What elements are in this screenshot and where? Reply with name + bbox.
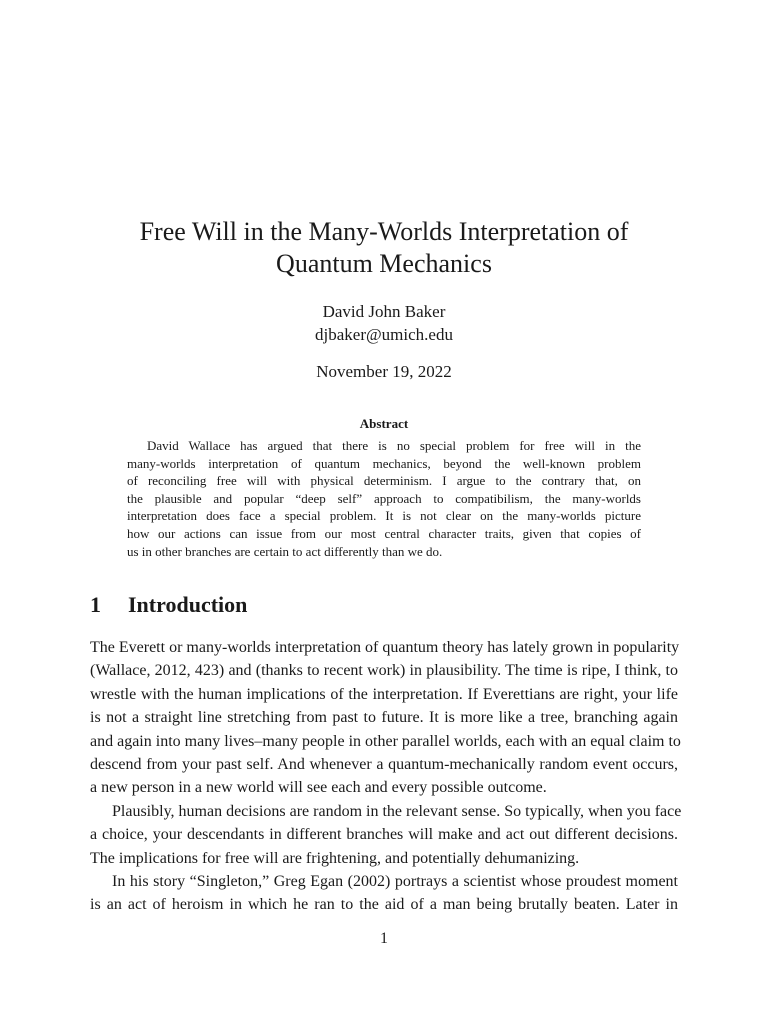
paper-date: November 19, 2022 [316, 362, 452, 381]
page-number: 1 [380, 930, 388, 947]
abstract-line: many-worlds interpretation of quantum mechanics, beyond the well-known problem [127, 455, 641, 471]
body-line: The Everett or many-worlds interpretation of quantum theory has lately grown in popularity [90, 639, 680, 656]
abstract-line: how our actions can issue from our most central character traits, given that copies of [127, 525, 641, 541]
body-line: a choice, your descendants in different branches will make and act out different decisions. [90, 826, 678, 844]
body-line: The implications for free will are frightening, and potentially dehumanizing. [90, 849, 580, 867]
body-line: wrestle with the human implications of the interpretation. If Everettians are right, your life [90, 685, 678, 703]
body-line: In his story “Singleton,” Greg Egan (2002) portrays a scientist whose proudest moment [112, 873, 678, 891]
section-heading [90, 592, 247, 618]
author-email: djbaker@umich.edu [315, 325, 453, 344]
abstract-body [127, 437, 641, 560]
body-line: a new person in a new world will see each and every possible outcome. [90, 779, 547, 797]
body-line: Plausibly, human decisions are random in the relevant sense. So typically, when you face [112, 802, 682, 820]
section-number: 1 [90, 592, 101, 617]
title-line: Quantum Mechanics [276, 249, 492, 278]
abstract-line: us in other branches are certain to act differently than we do. [127, 543, 443, 559]
title-line: Free Will in the Many-Worlds Interpretation of [139, 217, 629, 246]
body-line: (Wallace, 2012, 423) and (thanks to recent work) in plausibility. The time is ripe, I think, to [90, 662, 678, 680]
body-line: descend from your past self. And whenever a quantum-mechanically random event occurs, [90, 756, 678, 774]
body-line: is an act of heroism in which he ran to the aid of a man being brutally beaten. Later in [90, 896, 678, 914]
paper-title [100, 216, 668, 280]
body-line: is not a straight line stretching from past to future. It is more like a tree, branching again [90, 709, 678, 727]
author-name: David John Baker [322, 302, 446, 321]
section-title: Introduction [128, 592, 248, 617]
body-line: and again into many lives–many people in other parallel worlds, each with an equal claim to [90, 732, 681, 750]
body-text [90, 636, 682, 917]
abstract-line: the plausible and popular “deep self” approach to compatibilism, the many-worlds [127, 490, 641, 506]
abstract-line: interpretation does face a special problem. It is not clear on the many-worlds picture [127, 508, 641, 524]
abstract-line: David Wallace has argued that there is no special problem for free will in the [147, 438, 641, 453]
abstract-heading: Abstract [359, 416, 409, 431]
abstract-line: of reconciling free will with physical determinism. I argue to the contrary that, on [127, 473, 641, 489]
